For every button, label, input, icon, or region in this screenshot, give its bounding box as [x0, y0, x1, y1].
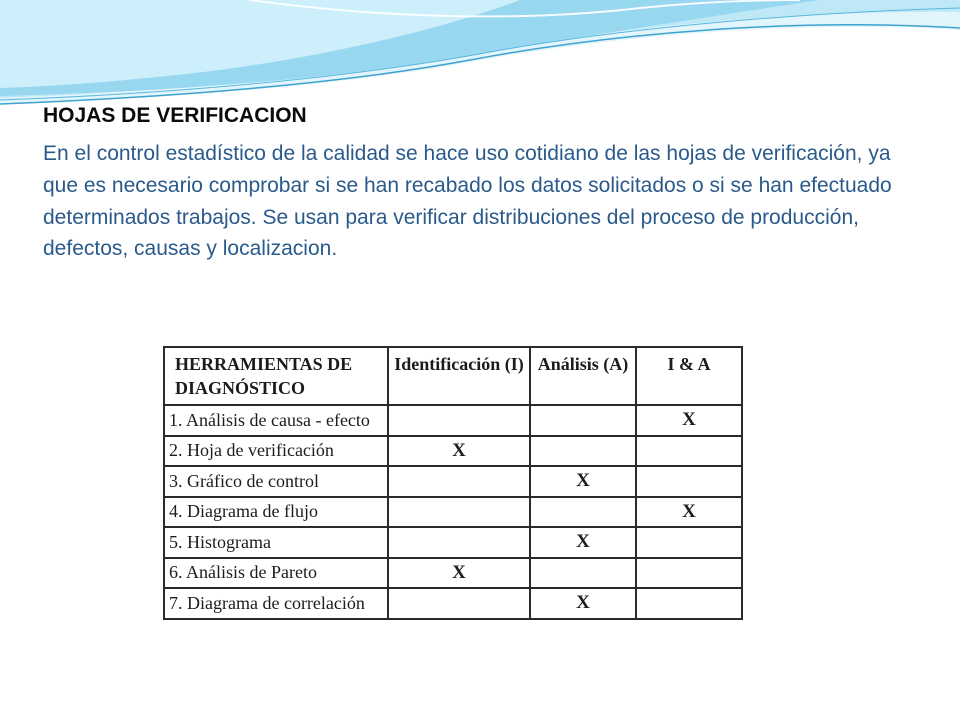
analisis-cell: [530, 497, 636, 528]
header-identificacion: Identificación (I): [388, 347, 530, 405]
header-analisis: Análisis (A): [530, 347, 636, 405]
analisis-cell: [530, 558, 636, 589]
analisis-cell: [530, 436, 636, 467]
identificacion-cell: [388, 466, 530, 497]
diagnostic-tools-table: [163, 346, 743, 620]
table-row: [164, 527, 742, 558]
table-row: [164, 497, 742, 528]
header-i-a: I & A: [636, 347, 742, 405]
header-wave-decoration: [0, 0, 960, 110]
identificacion-cell: [388, 527, 530, 558]
analisis-cell: X: [530, 466, 636, 497]
identificacion-cell: [388, 588, 530, 619]
i-a-cell: X: [636, 405, 742, 436]
analisis-cell: X: [530, 588, 636, 619]
table-row: [164, 558, 742, 589]
identificacion-cell: X: [388, 558, 530, 589]
table-row: [164, 466, 742, 497]
table-header-row: [164, 347, 742, 405]
i-a-cell: [636, 436, 742, 467]
analisis-cell: X: [530, 527, 636, 558]
page-title: HOJAS DE VERIFICACION: [43, 104, 307, 127]
tool-name-cell: 3. Gráfico de control: [164, 466, 388, 497]
identificacion-cell: [388, 497, 530, 528]
analisis-cell: [530, 405, 636, 436]
body-paragraph: En el control estadístico de la calidad se hace uso cotidiano de las hojas de verificación, ya que es necesario comprobar si se han recabado los datos solicitados o si se han efectuado determinados trabajos. Se usan para verificar distribuciones del proceso de producción, defectos, causas y localizacion.: [43, 142, 892, 261]
identificacion-cell: X: [388, 436, 530, 467]
i-a-cell: [636, 527, 742, 558]
i-a-cell: [636, 558, 742, 589]
identificacion-cell: [388, 405, 530, 436]
i-a-cell: [636, 588, 742, 619]
tool-name-cell: 4. Diagrama de flujo: [164, 497, 388, 528]
tool-name-cell: 7. Diagrama de correlación: [164, 588, 388, 619]
diagnostic-tools-table-image: [155, 332, 767, 678]
tool-name-cell: 1. Análisis de causa - efecto: [164, 405, 388, 436]
table-row: [164, 405, 742, 436]
table-row: [164, 588, 742, 619]
tool-name-cell: 2. Hoja de verificación: [164, 436, 388, 467]
tool-name-cell: 5. Histograma: [164, 527, 388, 558]
tool-name-cell: 6. Análisis de Pareto: [164, 558, 388, 589]
i-a-cell: X: [636, 497, 742, 528]
table-row: [164, 436, 742, 467]
header-herramientas: HERRAMIENTAS DE DIAGNÓSTICO: [164, 347, 388, 405]
i-a-cell: [636, 466, 742, 497]
